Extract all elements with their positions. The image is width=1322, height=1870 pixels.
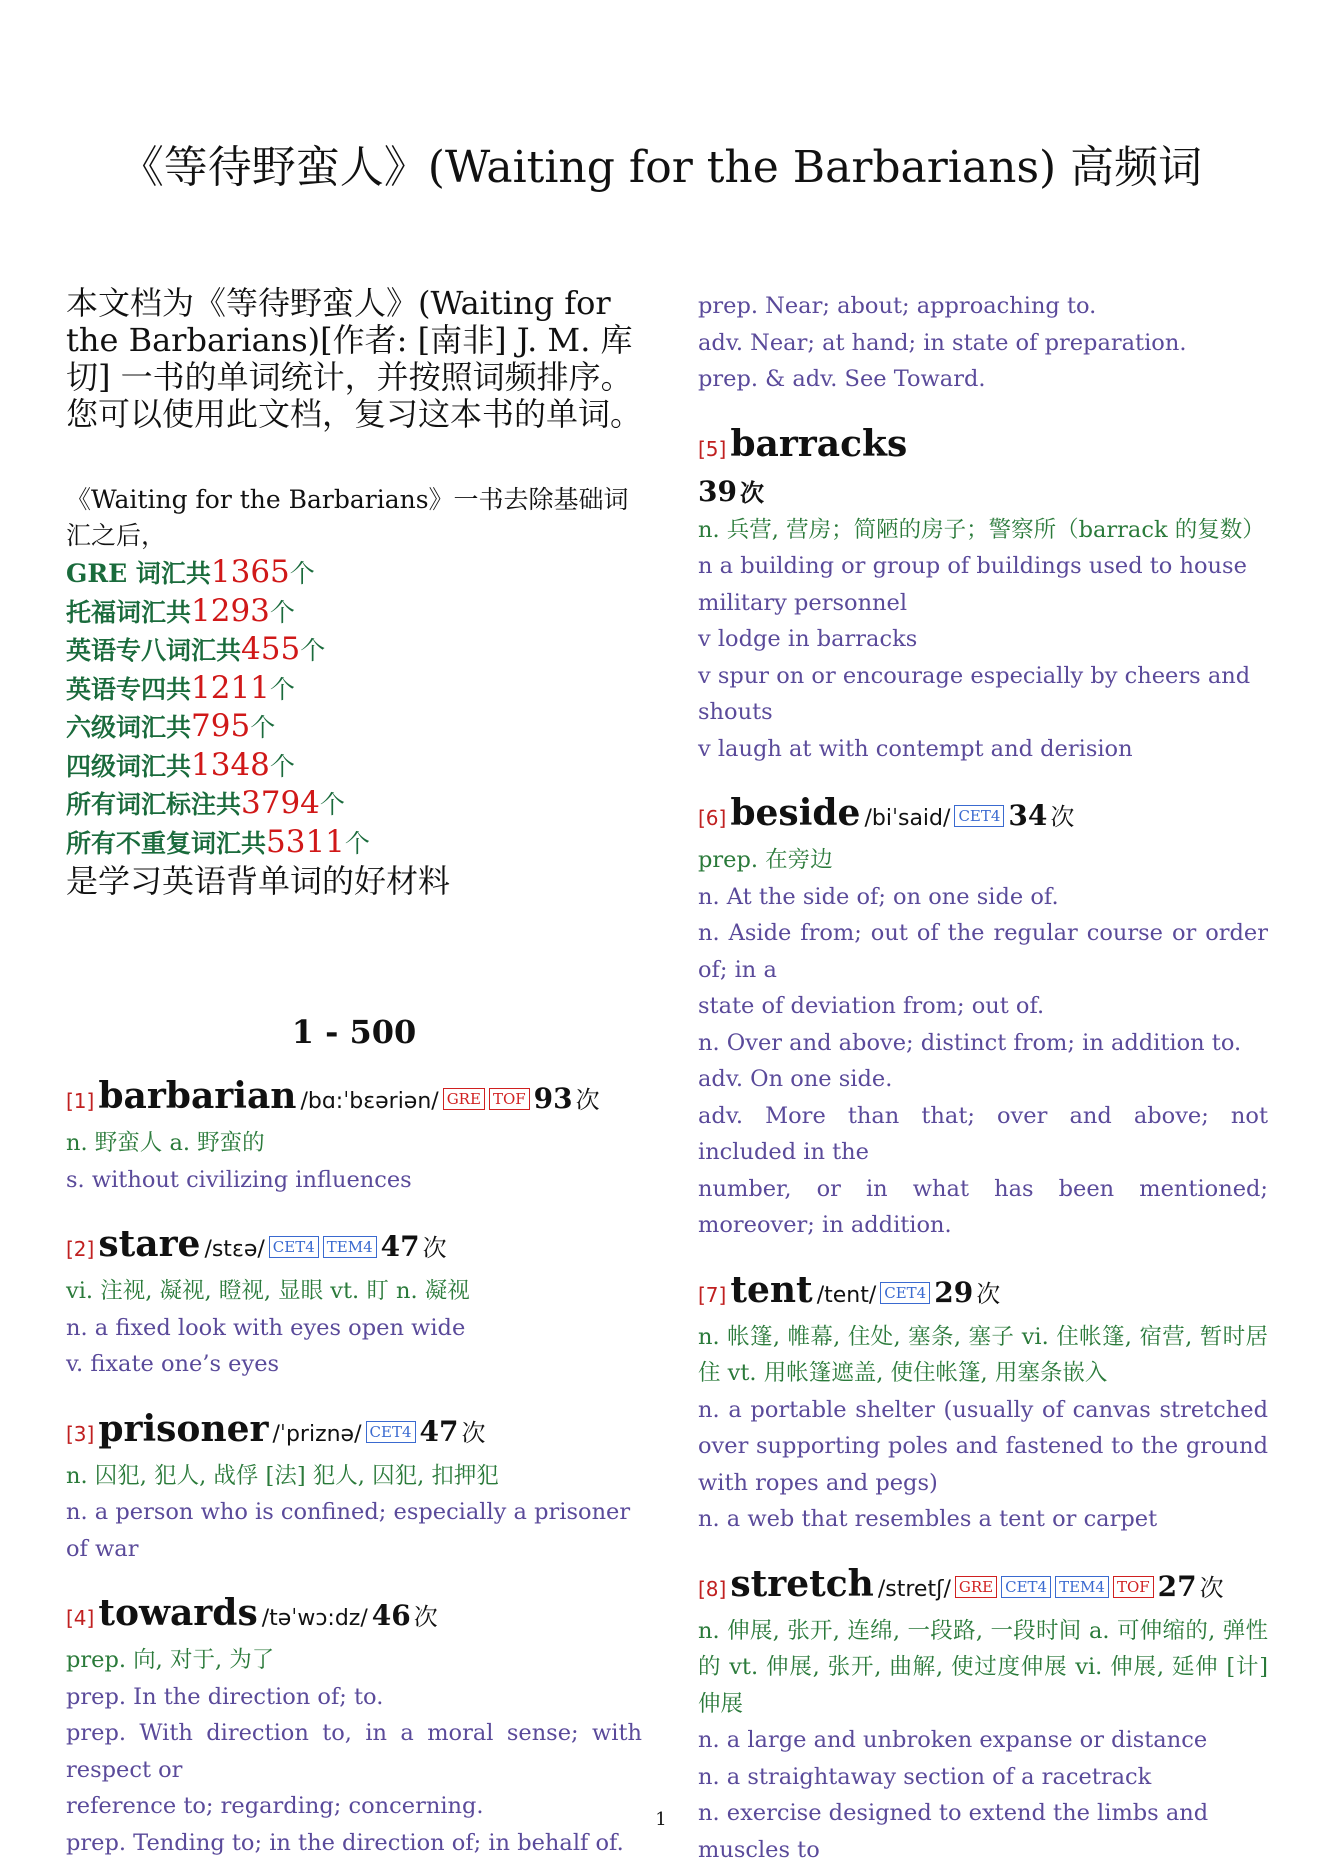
word-entry	[66, 1074, 642, 1198]
frequency-line	[698, 473, 1268, 512]
intro-paragraph: 本文档为《等待野蛮人》(Waiting for the Barbarians)[作者: [南非] J. M. 库切] 一书的单词统计，并按照词频排序。您可以使用此文档，复习这本书的单词。	[66, 284, 643, 433]
definition-en: adv. Near; at hand; in state of preparation.	[698, 329, 1187, 356]
stat-value: 1211	[191, 669, 270, 706]
document-title: 《等待野蛮人》(Waiting for the Barbarians) 高频词	[119, 142, 1203, 193]
phonetic: /stεə/	[204, 1237, 265, 1262]
definition-en: n. Aside from; out of the regular course or order of; in a	[698, 920, 1268, 983]
definition-en: prep. Tending to; in the direction of; in behalf of.	[66, 1829, 624, 1856]
headword: stretch	[730, 1562, 874, 1605]
stat-row	[66, 824, 642, 863]
definition-en: n. a fixed look with eyes open wide	[66, 1314, 466, 1341]
entry-heading	[698, 1268, 1268, 1319]
exam-tag: CET4	[880, 1282, 930, 1304]
headword: tent	[730, 1268, 813, 1311]
stat-unit: 个	[269, 751, 295, 781]
stat-value: 795	[191, 708, 251, 744]
stat-row	[66, 708, 642, 747]
entry-index: [1]	[66, 1089, 95, 1113]
definition-en: v lodge in barracks	[698, 626, 918, 652]
frequency-count: 27	[1157, 1569, 1197, 1603]
page-number: 1	[655, 1809, 667, 1830]
definition-en: number, or in what has been mentioned; moreover; in addition.	[698, 1175, 1268, 1238]
entry-heading	[698, 422, 1268, 473]
left-column	[66, 285, 642, 1861]
exam-tag: TOF	[489, 1088, 530, 1110]
definition-en: v spur on or encourage especially by cheers and shouts	[698, 662, 1251, 725]
stat-row	[66, 631, 642, 670]
definition-en: prep. With direction to, in a moral sense; with respect or	[66, 1720, 642, 1783]
frequency-unit: 次	[1050, 803, 1075, 831]
definition-zh: n. 野蛮人 a. 野蛮的	[66, 1130, 265, 1156]
phonetic: /bɑ:ˈbɛəriən/	[300, 1089, 439, 1114]
phonetic: /stretʃ/	[877, 1576, 951, 1602]
stat-unit: 个	[319, 790, 345, 819]
stat-unit: 个	[269, 674, 295, 704]
frequency-count: 93	[533, 1082, 573, 1115]
definition-en: prep. In the direction of; to.	[66, 1683, 384, 1710]
entry-heading	[698, 1562, 1268, 1613]
word-entry	[698, 791, 1268, 1244]
definition-zh: n. 帐篷, 帷幕, 住处, 塞条, 塞子 vi. 住帐篷, 宿营, 暂时居住 vt. 用帐篷遮盖, 使住帐篷, 用塞条嵌入	[698, 1323, 1268, 1386]
entry-index: [3]	[66, 1421, 95, 1446]
definition-zh: prep. 向, 对于, 为了	[66, 1647, 275, 1673]
stat-row	[66, 747, 642, 786]
frequency-unit: 次	[575, 1086, 600, 1114]
phonetic: /təˈwɔ:dz/	[261, 1606, 368, 1631]
headword: prisoner	[98, 1407, 269, 1450]
word-entry	[698, 422, 1268, 768]
entry-heading	[66, 1074, 642, 1125]
entries-right	[698, 422, 1268, 1869]
frequency-count: 47	[419, 1414, 459, 1448]
entry-heading	[698, 791, 1268, 842]
exam-tag: GRE	[955, 1576, 997, 1598]
definition-en: v. fixate one’s eyes	[66, 1351, 280, 1377]
frequency-unit: 次	[422, 1234, 447, 1262]
definition-zh: n. 囚犯, 犯人, 战俘 [法] 犯人, 囚犯, 扣押犯	[66, 1462, 499, 1489]
stat-row	[66, 670, 642, 709]
definition-en: n. a large and unbroken expanse or distance	[698, 1727, 1208, 1753]
frequency-unit: 次	[739, 477, 764, 507]
exam-tag: CET4	[366, 1421, 416, 1443]
definition-en: n. Over and above; distinct from; in addition to.	[698, 1029, 1242, 1056]
frequency-count: 47	[380, 1230, 420, 1263]
stat-value: 1365	[210, 554, 290, 590]
frequency-count: 29	[934, 1275, 974, 1309]
stat-unit: 个	[300, 636, 326, 665]
stat-row	[66, 593, 642, 632]
stat-row	[66, 554, 642, 593]
stat-label: GRE 词汇共	[66, 559, 211, 588]
summary-lead: 《Waiting for the Barbarians》一书去除基础词汇之后，	[66, 485, 629, 550]
headword: beside	[730, 792, 861, 834]
stat-label: 所有词汇标注共	[66, 790, 242, 819]
frequency-unit: 次	[976, 1279, 1001, 1308]
stat-label: 英语专四共	[66, 674, 192, 704]
headword: barracks	[730, 422, 908, 465]
definition-en: adv. On one side.	[698, 1066, 893, 1092]
stat-value: 3794	[241, 785, 320, 821]
definition-en: v laugh at with contempt and derision	[698, 735, 1133, 762]
entry-index: [2]	[66, 1237, 95, 1261]
exam-tag: TEM4	[1055, 1576, 1109, 1598]
definition-en: adv. More than that; over and above; not included in the	[698, 1102, 1268, 1165]
stat-label: 六级词汇共	[66, 713, 192, 742]
headword: towards	[98, 1592, 258, 1634]
definition-zh: n. 兵营, 营房；简陋的房子；警察所（barrack 的复数）	[698, 516, 1265, 543]
closing-line: 是学习英语背单词的好材料	[66, 862, 451, 900]
entry-heading	[66, 1222, 642, 1273]
phonetic: /tent/	[816, 1282, 877, 1308]
definition-en: n. exercise designed to extend the limbs and muscles to	[698, 1800, 1209, 1863]
stat-unit: 个	[289, 559, 315, 588]
exam-tag: GRE	[443, 1088, 485, 1110]
exam-tag: TEM4	[323, 1236, 377, 1258]
definition-en: n. a portable shelter (usually of canvas stretched over supporting poles and fastened to the ground with ropes and pegs)	[698, 1396, 1268, 1496]
stat-label: 所有不重复词汇共	[66, 828, 267, 858]
exam-tag: CET4	[954, 805, 1004, 827]
stat-value: 1293	[191, 592, 270, 629]
frequency-unit: 次	[461, 1418, 486, 1447]
definition-en: n. a web that resembles a tent or carpet	[698, 1506, 1158, 1532]
exam-tag: CET4	[1001, 1576, 1051, 1598]
headword: barbarian	[98, 1075, 297, 1117]
word-entry	[66, 1407, 642, 1568]
continued-definitions	[698, 288, 1268, 398]
frequency-unit: 次	[413, 1603, 438, 1631]
frequency-unit: 次	[1199, 1573, 1224, 1602]
stat-label: 英语专八词汇共	[66, 636, 242, 665]
word-entry	[66, 1222, 642, 1383]
stat-label: 托福词汇共	[66, 597, 192, 627]
definition-en: state of deviation from; out of.	[698, 993, 1045, 1019]
frequency-count: 46	[371, 1599, 411, 1632]
phonetic: /ˈpriznə/	[272, 1421, 362, 1447]
definition-zh: prep. 在旁边	[698, 847, 833, 873]
exam-tag: TOF	[1113, 1576, 1154, 1598]
headword: stare	[98, 1223, 201, 1265]
stat-unit: 个	[269, 597, 295, 627]
entry-index: [4]	[66, 1606, 95, 1630]
entry-index: [6]	[698, 806, 727, 830]
entry-index: [8]	[698, 1576, 727, 1601]
definition-en: prep. Near; about; approaching to.	[698, 293, 1097, 319]
frequency-count: 39	[698, 474, 737, 508]
definition-en: s. without civilizing influences	[66, 1166, 412, 1193]
definition-zh: n. 伸展, 张开, 连绵, 一段路, 一段时间 a. 可伸缩的, 弹性的 vt. 伸展, 张开, 曲解, 使过度伸展 vi. 伸展, 延伸 [计] 伸展	[698, 1617, 1268, 1717]
right-column	[698, 288, 1268, 1868]
stat-value: 455	[241, 631, 301, 667]
entries-left	[66, 1074, 642, 1861]
definition-en: n a building or group of buildings used to house military personnel	[698, 553, 1247, 616]
definition-en: reference to; regarding; concerning.	[66, 1793, 484, 1819]
vocabulary-stats	[66, 554, 642, 862]
definition-en: prep. & adv. See Toward.	[698, 366, 986, 392]
word-entry	[698, 1268, 1268, 1538]
stat-unit: 个	[344, 828, 370, 858]
definition-en: n. a person who is confined; especially a prisoner of war	[66, 1499, 631, 1562]
entry-heading	[66, 1407, 642, 1458]
stat-unit: 个	[250, 713, 276, 742]
stat-value: 5311	[266, 823, 345, 860]
section-heading: 1 - 500	[291, 1013, 417, 1051]
definition-zh: vi. 注视, 凝视, 瞪视, 显眼 vt. 盯 n. 凝视	[66, 1278, 470, 1304]
entry-heading	[66, 1591, 642, 1642]
definition-en: n. a straightaway section of a racetrack	[698, 1763, 1152, 1790]
entry-index: [5]	[698, 436, 727, 461]
exam-tag: CET4	[269, 1236, 319, 1258]
stat-label: 四级词汇共	[66, 751, 192, 781]
entry-index: [7]	[698, 1282, 727, 1307]
stat-value: 1348	[191, 746, 270, 783]
definition-en: n. At the side of; on one side of.	[698, 883, 1059, 910]
phonetic: /biˈsaid/	[864, 806, 951, 831]
stat-row	[66, 785, 642, 824]
frequency-count: 34	[1008, 799, 1048, 832]
